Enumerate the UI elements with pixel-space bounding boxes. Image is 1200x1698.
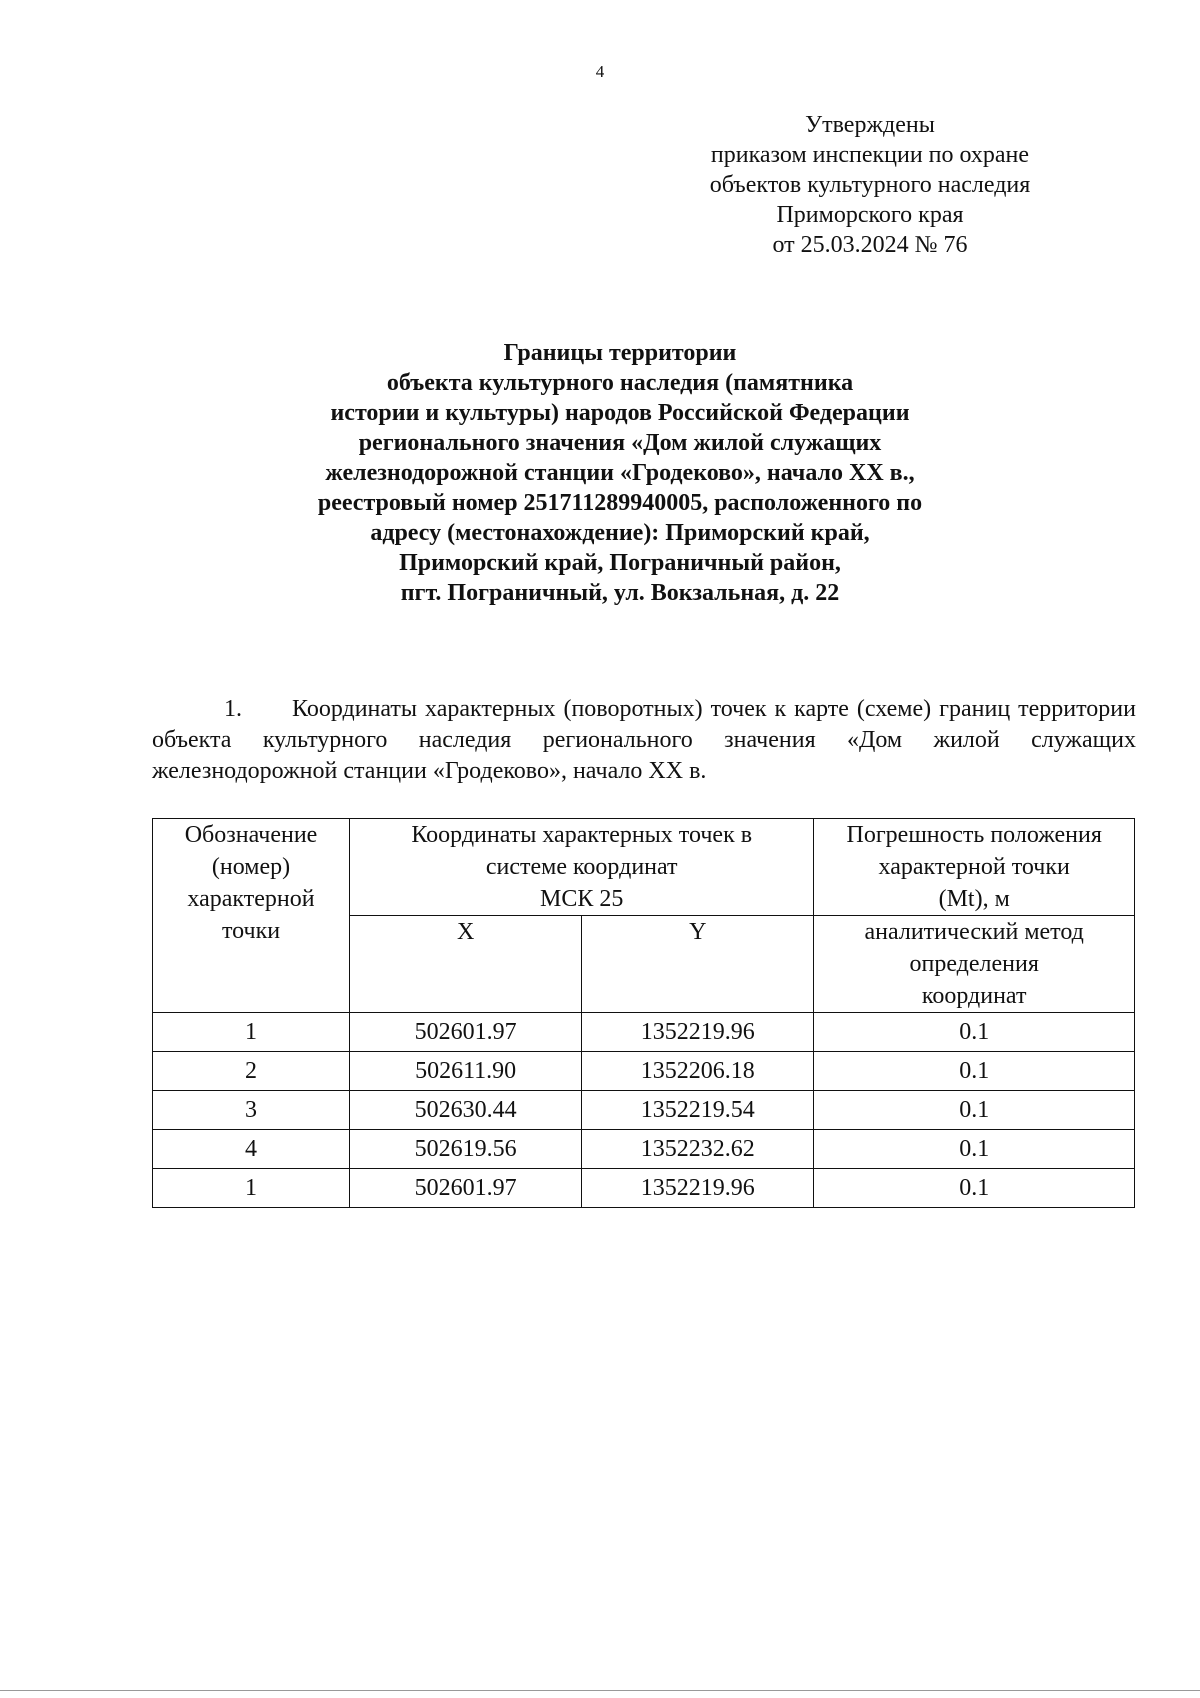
header-error: Погрешность положения характерной точки (Mt), м (814, 819, 1135, 916)
header-coordinates: Координаты характерных точек в системе координат МСК 25 (350, 819, 814, 916)
title-line: объекта культурного наследия (памятника (386, 370, 854, 396)
table-row (153, 1169, 1135, 1208)
cell-y: 1352219.96 (582, 1013, 814, 1052)
approval-line: Утверждены (805, 112, 935, 138)
approval-line: объектов культурного наследия (709, 172, 1031, 198)
title-line: Приморский край, Пограничный район, (399, 550, 841, 576)
cell-x: 502619.56 (350, 1130, 582, 1169)
cell-y: 1352232.62 (582, 1130, 814, 1169)
cell-point: 2 (153, 1052, 350, 1091)
table-row (153, 1091, 1135, 1130)
cell-y: 1352206.18 (582, 1052, 814, 1091)
page-number: 4 (595, 62, 605, 81)
approval-line: приказом инспекции по охране (710, 142, 1030, 168)
title-line: адресу (местонахождение): Приморский край, (370, 520, 870, 546)
cell-error: 0.1 (814, 1013, 1135, 1052)
table-header-row (153, 819, 1135, 916)
table-row (153, 1130, 1135, 1169)
title-line: Границы территории (503, 340, 737, 366)
coordinates-paragraph (152, 694, 1136, 787)
cell-error: 0.1 (814, 1091, 1135, 1130)
scan-edge-line (0, 1690, 1200, 1691)
cell-point: 4 (153, 1130, 350, 1169)
coordinates-table (152, 818, 1135, 1208)
header-x: X (350, 916, 582, 1013)
title-line: истории и культуры) народов Российской Федерации (330, 400, 910, 426)
title-line: железнодорожной станции «Гродеково», начало XX в., (325, 460, 915, 486)
paragraph-text: Координаты характерных (поворотных) точек к карте (схеме) границ территории объекта культурного наследия регионального значения «Дом жилой служащих железнодорожной станции «Гродеково», начало XX в. (152, 696, 1136, 784)
header-point-designation: Обозначение (номер) характерной точки (153, 819, 350, 1013)
table-row (153, 1052, 1135, 1091)
header-method: аналитический метод определения координат (814, 916, 1135, 1013)
approval-stamp (660, 110, 1080, 260)
cell-error: 0.1 (814, 1130, 1135, 1169)
cell-x: 502611.90 (350, 1052, 582, 1091)
cell-point: 1 (153, 1013, 350, 1052)
cell-point: 1 (153, 1169, 350, 1208)
cell-x: 502601.97 (350, 1013, 582, 1052)
table-row (153, 1013, 1135, 1052)
document-title (200, 338, 1040, 608)
cell-error: 0.1 (814, 1169, 1135, 1208)
approval-line: Приморского края (776, 202, 964, 228)
title-line: реестровый номер 251711289940005, расположенного по (317, 490, 923, 516)
cell-y: 1352219.96 (582, 1169, 814, 1208)
cell-x: 502630.44 (350, 1091, 582, 1130)
cell-error: 0.1 (814, 1052, 1135, 1091)
cell-x: 502601.97 (350, 1169, 582, 1208)
header-y: Y (582, 916, 814, 1013)
paragraph-number: 1. (224, 696, 242, 722)
title-line: регионального значения «Дом жилой служащих (358, 430, 882, 456)
cell-y: 1352219.54 (582, 1091, 814, 1130)
approval-line: от 25.03.2024 № 76 (772, 232, 968, 258)
cell-point: 3 (153, 1091, 350, 1130)
title-line: пгт. Пограничный, ул. Вокзальная, д. 22 (400, 580, 840, 606)
